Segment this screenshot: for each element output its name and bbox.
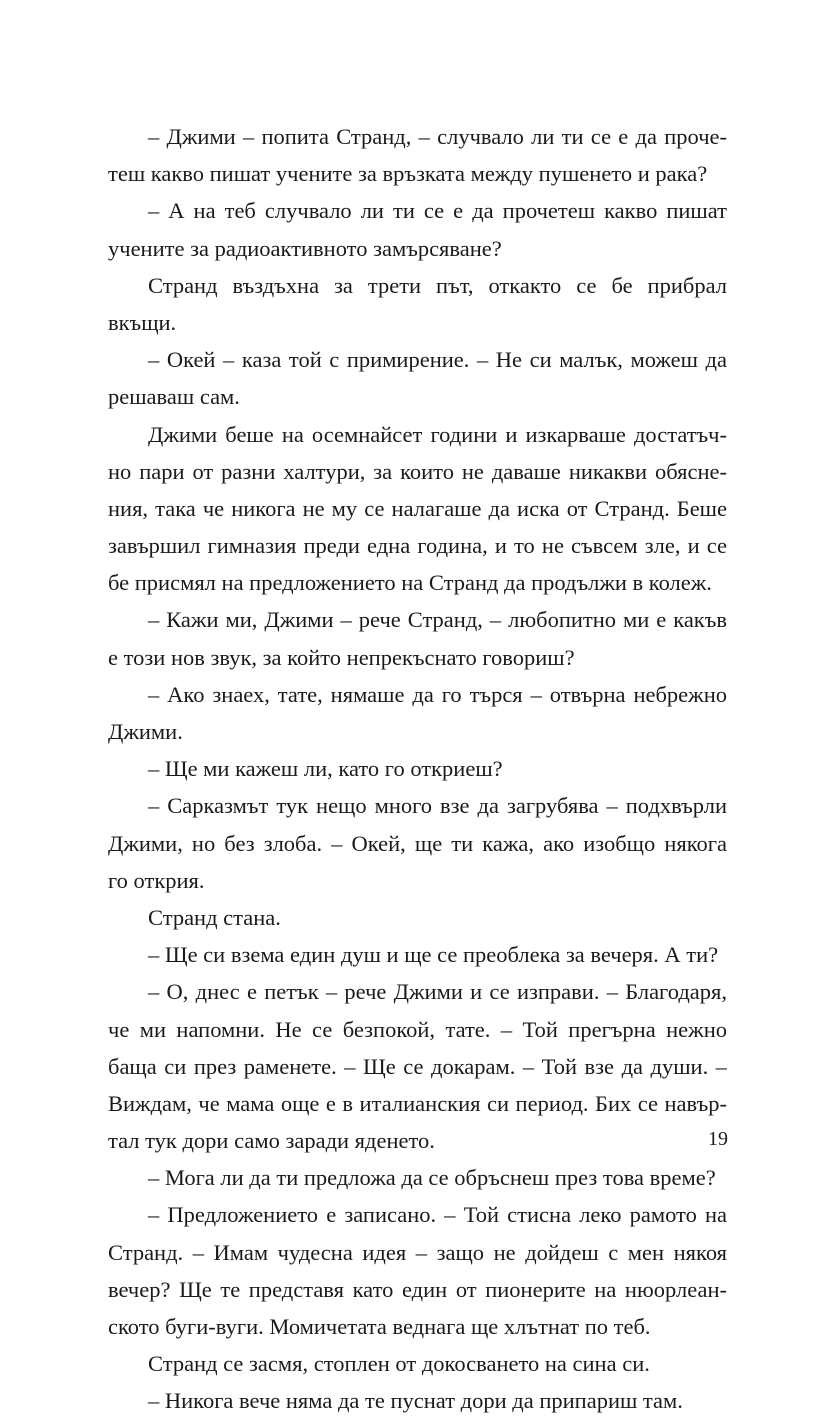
text-line: – Окей – каза той с примирение. – Не си малък, можеш да [148,347,727,373]
page-number: 19 [708,1128,728,1150]
page-body [108,118,727,1420]
text-line: – Никога вече няма да те пуснат дори да припариш там. [148,1388,683,1414]
text-line: Джими. [108,719,183,744]
text-line: – Кажи ми, Джими – рече Странд, – любопитно ми е какъв [148,607,727,633]
text-line: го открия. [108,867,205,893]
text-line: учените за радиоактивното замърсяване? [108,235,502,261]
text-line: баща си през раменете. – Ще се докарам. – Той взе да души. – [108,1053,727,1079]
text-line: бе присмял на предложението на Странд да продължи в колеж. [108,570,712,596]
text-line: Странд въздъхна за трети път, откакто се бе прибрал [148,272,727,298]
text-line: теш какво пишат учените за връзката между пушенето и рака? [108,161,708,187]
text-line: завършил гимназия преди една година, и то не съвсем зле, и се [108,533,727,559]
text-line: – Сарказмът тук нещо много взе да загрубява – подхвърли [148,793,727,819]
text-line: вкъщи. [108,309,177,335]
text-line: вечер? Ще те представя като един от пионерите на нюорлеан- [108,1276,727,1302]
text-line: – Ще ми кажеш ли, като го откриеш? [148,756,503,782]
text-line: Виждам, че мама още е в италианския си период. Бих се навър- [108,1090,727,1116]
text-line: е този нов звук, за който непрекъснато говориш? [108,644,575,670]
text-line: Странд стана. [148,904,281,930]
text-line: – Джими – попита Странд, – случвало ли ти се е да проче- [148,124,727,149]
text-line: но пари от разни халтури, за които не даваше никакви обясне- [108,458,727,484]
text-line: – Ще си взема един душ и ще се преоблека за вечеря. А ти? [148,942,719,968]
text-line: ското буги-вуги. Момичетата веднага ще хлътнат по теб. [108,1314,651,1339]
text-line: Странд. – Имам чудесна идея – защо не дойдеш с мен някоя [108,1239,727,1265]
text-line: решаваш сам. [108,384,240,410]
text-line: Джими, но без злоба. – Окей, ще ти кажа, ако изобщо някога [108,830,727,856]
text-line: – Мога ли да ти предложа да се обръснеш през това време? [148,1165,716,1191]
text-line: – Предложението е записано. – Той стисна леко рамото на [148,1202,727,1228]
text-line: ния, така че никога не му се налагаше да иска от Странд. Беше [108,495,727,521]
text-line: – А на теб случвало ли ти се е да прочетеш какво пишат [148,198,727,224]
text-line: Джими беше на осемнайсет години и изкарваше достатъч- [148,421,727,447]
text-line: – О, днес е петък – рече Джими и се изправи. – Благодаря, [148,979,727,1005]
text-line: Странд се засмя, стоплен от докосването на сина си. [148,1351,650,1377]
text-line: че ми напомни. Не се безпокой, тате. – Той прегърна нежно [108,1016,727,1042]
text-line: – Ако знаех, тате, нямаше да го търся – отвърна небрежно [148,681,727,707]
text-line: тал тук дори само заради яденето. [108,1128,435,1154]
